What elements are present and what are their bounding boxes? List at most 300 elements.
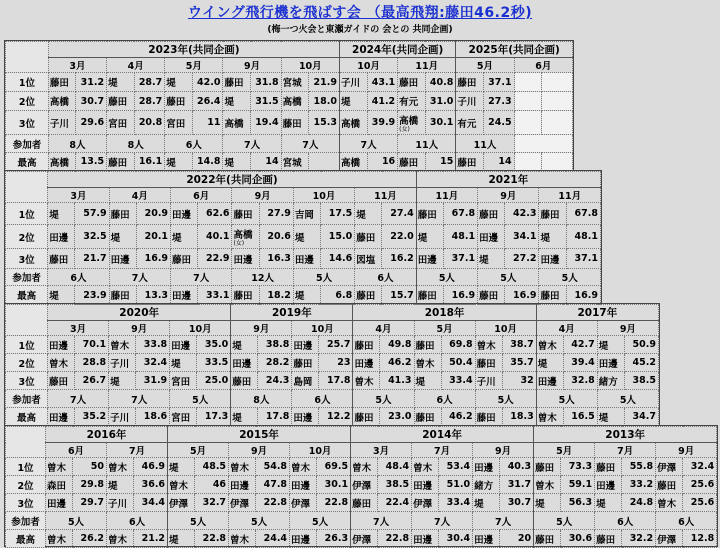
time-cell: 38.7 [502, 336, 536, 354]
time-cell: 53.4 [439, 458, 473, 476]
name-cell: 堤 [223, 153, 251, 171]
participants-cell: 5人 [293, 269, 354, 286]
name-cell: 曽木 [229, 458, 256, 476]
time-cell: 38.5 [378, 476, 412, 494]
time-cell: 31.0 [425, 92, 456, 111]
time-cell: 73.3 [561, 458, 595, 476]
name-cell [514, 111, 542, 135]
rank-label: 3位 [6, 249, 48, 269]
month-header: 11月 [416, 188, 477, 203]
participants-cell: 7人 [281, 135, 339, 153]
time-cell: 16.9 [443, 286, 477, 305]
name-cell: 田邊 [48, 336, 75, 354]
time-cell: 11 [192, 111, 223, 135]
time-cell: 18.3 [502, 408, 536, 426]
time-cell: 56.3 [561, 494, 595, 512]
time-cell: 34.1 [505, 225, 539, 249]
participants-cell: 7人 [171, 269, 232, 286]
month-header: 10月 [339, 58, 397, 73]
time-cell: 34.4 [134, 494, 168, 512]
name-cell: 藤田 [595, 530, 622, 548]
name-cell: 堤 [109, 225, 136, 249]
name-cell: 田邊 [48, 225, 75, 249]
time-cell: 38.8 [258, 336, 292, 354]
time-cell: 18.6 [136, 408, 170, 426]
name-cell [398, 111, 426, 135]
time-cell: 67.8 [443, 203, 477, 225]
name-cell: 堤 [48, 203, 75, 225]
time-cell: 26.4 [192, 92, 223, 111]
time-cell: 46.2 [380, 354, 414, 372]
name-cell: 宮田 [170, 408, 197, 426]
name-cell: 田邊 [416, 249, 443, 269]
name-text: 高橋 [233, 229, 253, 241]
name-cell: 田邊 [536, 372, 563, 390]
time-cell: 20 [500, 530, 534, 548]
time-cell: 6.8 [321, 286, 355, 305]
time-cell: 40.3 [500, 458, 534, 476]
name-cell: 高橋 [281, 92, 309, 111]
name-cell: 堤 [48, 286, 75, 305]
name-cell: 曽木 [536, 336, 563, 354]
time-cell: 41.3 [380, 372, 414, 390]
time-cell: 25.7 [319, 336, 353, 354]
year-header: 2018年 [353, 305, 536, 321]
time-cell: 33.4 [439, 494, 473, 512]
name-cell: 曽木 [351, 458, 378, 476]
time-cell: 33.4 [441, 372, 475, 390]
month-header: 11月 [539, 188, 601, 203]
time-cell: 22.8 [317, 494, 351, 512]
name-cell: 藤田 [171, 249, 198, 269]
participants-cell: 6人 [414, 390, 475, 408]
time-cell: 59.1 [561, 476, 595, 494]
name-cell: 宮田 [165, 111, 193, 135]
name-cell: 曽木 [656, 494, 683, 512]
name-cell: 藤田 [351, 494, 378, 512]
time-cell: 16.9 [505, 286, 539, 305]
participants-cell: 7人 [351, 512, 412, 530]
time-cell: 50.4 [441, 354, 475, 372]
name-cell: 田邊 [171, 203, 198, 225]
name-cell: 曽木 [109, 336, 136, 354]
participants-cell: 12人 [232, 269, 293, 286]
participants-cell: 6人 [292, 390, 353, 408]
name-cell: 子川 [109, 354, 136, 372]
participants-cell: 6人 [165, 135, 223, 153]
time-cell: 33.1 [198, 286, 232, 305]
name-cell: 藤田 [48, 372, 75, 390]
time-cell: 17.8 [258, 408, 292, 426]
time-cell: 32.4 [136, 354, 170, 372]
participants-cell: 5人 [290, 512, 351, 530]
time-cell: 30.7 [500, 494, 534, 512]
year-header: 2017年 [536, 305, 658, 321]
time-cell: 34.7 [624, 408, 658, 426]
time-cell: 26.2 [73, 530, 107, 548]
name-cell: 藤田 [231, 372, 258, 390]
table-row [6, 286, 601, 305]
time-cell: 12.2 [319, 408, 353, 426]
name-cell: 藤田 [456, 73, 484, 92]
table-row [6, 494, 717, 512]
name-cell: 伊澤 [168, 494, 195, 512]
time-cell: 48.4 [378, 458, 412, 476]
time-cell [542, 73, 573, 92]
time-cell: 26.7 [75, 372, 109, 390]
year-header: 2023年(共同企画) [48, 42, 339, 58]
month-header: 5月 [165, 58, 223, 73]
year-header: 2020年 [48, 305, 231, 321]
month-header: 5月 [168, 443, 229, 458]
time-cell: 32.7 [195, 494, 229, 512]
time-cell: 50.9 [624, 336, 658, 354]
name-cell: 藤田 [355, 286, 382, 305]
name-cell: 堤 [355, 203, 382, 225]
name-cell: 田邊 [170, 336, 197, 354]
name-cell: 宮田 [170, 372, 197, 390]
name-cell: 曽木 [107, 458, 134, 476]
name-cell: 宮城 [281, 153, 309, 171]
time-cell: 45.2 [624, 354, 658, 372]
rank-label: 3位 [6, 494, 46, 512]
month-header: 10月 [281, 58, 339, 73]
name-cell: 伊澤 [656, 458, 683, 476]
name-cell: 田邊 [290, 476, 317, 494]
time-cell: 15 [425, 153, 456, 171]
participants-cell: 8人 [231, 390, 292, 408]
time-cell: 27.3 [483, 92, 514, 111]
month-header: 3月 [48, 58, 106, 73]
best-label: 最高 [6, 153, 49, 171]
time-cell: 16 [367, 153, 398, 171]
name-cell: 堤 [339, 92, 367, 111]
time-cell: 22.8 [378, 530, 412, 548]
participants-cell [514, 135, 572, 153]
year-header: 2014年 [351, 427, 534, 443]
time-cell: 20.1 [136, 225, 170, 249]
time-cell: 42.7 [563, 336, 597, 354]
time-cell: 17.5 [321, 203, 355, 225]
year-header: 2025年(共同企画) [456, 42, 573, 58]
name-cell: 堤 [478, 249, 505, 269]
month-header: 11月 [398, 58, 456, 73]
name-cell: 田邊 [473, 530, 500, 548]
time-cell: 24.3 [258, 372, 292, 390]
participants-cell: 11人 [456, 135, 514, 153]
table-row [6, 530, 717, 548]
time-cell: 48.1 [566, 225, 600, 249]
participants-cell: 5人 [168, 512, 229, 530]
time-cell: 46.2 [441, 408, 475, 426]
name-cell: 藤田 [292, 354, 319, 372]
name-cell: 田邊 [48, 408, 75, 426]
time-cell: 39.4 [563, 354, 597, 372]
participants-cell: 7人 [473, 512, 534, 530]
month-header: 4月 [353, 321, 414, 336]
time-cell: 30.7 [76, 92, 107, 111]
participants-cell: 5人 [170, 390, 231, 408]
time-cell: 16.9 [136, 249, 170, 269]
rank-label: 3位 [6, 111, 49, 135]
name-cell [514, 73, 542, 92]
participants-cell: 8人 [107, 135, 165, 153]
month-header: 4月 [107, 58, 165, 73]
name-cell: 堤 [597, 408, 624, 426]
name-cell: 宮城 [281, 73, 309, 92]
name-cell: 曽木 [536, 408, 563, 426]
month-header: 9月 [231, 321, 292, 336]
name-cell: 高橋 [223, 111, 251, 135]
name-cell: 堤 [168, 458, 195, 476]
time-cell: 43.1 [367, 73, 398, 92]
time-cell: 21.7 [75, 249, 109, 269]
name-cell: 吉岡 [293, 203, 320, 225]
name-cell: 藤田 [109, 286, 136, 305]
month-header: 7月 [107, 443, 168, 458]
year-header: 2016年 [46, 427, 168, 443]
name-cell: 伊澤 [229, 494, 256, 512]
name-cell: 堤 [165, 73, 193, 92]
time-cell: 13.3 [136, 286, 170, 305]
time-cell: 31.7 [500, 476, 534, 494]
name-cell: 藤田 [656, 476, 683, 494]
table-row [6, 73, 573, 92]
name-cell: 田邊 [412, 476, 439, 494]
time-cell: 55.8 [622, 458, 656, 476]
participants-cell: 6人 [656, 512, 717, 530]
time-cell: 18.2 [259, 286, 293, 305]
time-cell: 22.8 [256, 494, 290, 512]
month-header: 10月 [475, 321, 536, 336]
rank-label: 2位 [6, 354, 48, 372]
table-2013-2016 [4, 425, 718, 547]
time-cell: 37.1 [483, 73, 514, 92]
name-cell: 田邊 [595, 476, 622, 494]
month-header: 3月 [351, 443, 412, 458]
month-header: 6月 [46, 443, 107, 458]
name-cell: 曽木 [534, 476, 561, 494]
month-header: 3月 [48, 188, 109, 203]
time-cell: 25.0 [197, 372, 231, 390]
month-header: 6月 [171, 188, 232, 203]
time-cell: 20.8 [134, 111, 165, 135]
time-cell: 14 [251, 153, 282, 171]
name-cell [514, 92, 542, 111]
time-cell: 32 [502, 372, 536, 390]
name-cell: 藤田 [456, 153, 484, 171]
participants-cell: 7人 [223, 135, 281, 153]
name-cell: 森田 [46, 476, 73, 494]
time-cell [542, 111, 573, 135]
year-header: 2019年 [231, 305, 353, 321]
name-cell: 子川 [109, 408, 136, 426]
name-cell: 藤田 [539, 286, 566, 305]
time-cell: 30.6 [561, 530, 595, 548]
time-cell: 16.9 [566, 286, 600, 305]
name-cell: 田邊 [229, 476, 256, 494]
name-cell [232, 225, 259, 249]
time-cell: 70.1 [75, 336, 109, 354]
time-cell: 26.3 [317, 530, 351, 548]
name-cell: 堤 [473, 494, 500, 512]
name-cell: 藤田 [48, 73, 76, 92]
time-cell: 29.6 [76, 111, 107, 135]
rank-label: 2位 [6, 476, 46, 494]
table-row [6, 390, 659, 408]
time-cell: 38.5 [624, 372, 658, 390]
name-text: 高橋 [399, 115, 419, 127]
name-cell: 藤田 [414, 336, 441, 354]
name-cell: 曽木 [353, 372, 380, 390]
participants-label: 参加者 [6, 512, 46, 530]
name-cell: 田邊 [171, 286, 198, 305]
month-header: 9月 [223, 58, 281, 73]
time-cell: 13.5 [76, 153, 107, 171]
corner-cell [6, 172, 48, 203]
time-cell: 22.4 [378, 494, 412, 512]
participants-cell: 6人 [107, 512, 168, 530]
name-cell: 藤田 [107, 153, 135, 171]
name-cell: 田邊 [109, 249, 136, 269]
time-cell: 67.8 [566, 203, 600, 225]
name-cell: 堤 [109, 372, 136, 390]
year-header: 2013年 [534, 427, 717, 443]
time-cell [542, 92, 573, 111]
gender-note: (女) [399, 125, 410, 133]
participants-cell: 5人 [539, 269, 601, 286]
month-header: 5月 [534, 443, 595, 458]
time-cell: 28.2 [258, 354, 292, 372]
name-cell: 高橋 [339, 111, 367, 135]
participants-cell: 7人 [339, 135, 397, 153]
name-cell: 子川 [339, 73, 367, 92]
name-cell: 曽木 [46, 458, 73, 476]
name-cell: 藤田 [223, 73, 251, 92]
name-cell: 曽木 [168, 476, 195, 494]
participants-label: 参加者 [6, 390, 48, 408]
table-row [6, 111, 573, 135]
name-cell: 堤 [165, 153, 193, 171]
name-cell: 高橋 [48, 153, 76, 171]
time-cell: 16.3 [259, 249, 293, 269]
name-cell: 伊澤 [351, 476, 378, 494]
name-cell: 藤田 [595, 458, 622, 476]
page-title: ウイング飛行機を飛ばす会 （最高飛翔:藤田46.2秒) [187, 5, 533, 21]
time-cell: 27.2 [505, 249, 539, 269]
name-cell: 藤田 [478, 286, 505, 305]
time-cell: 48.1 [443, 225, 477, 249]
name-cell: 田邊 [292, 408, 319, 426]
name-cell: 堤 [223, 92, 251, 111]
time-cell: 69.8 [441, 336, 475, 354]
name-cell: 堤 [231, 408, 258, 426]
time-cell: 50 [73, 458, 107, 476]
time-cell: 31.2 [76, 73, 107, 92]
time-cell: 28.7 [134, 92, 165, 111]
month-header: 10月 [292, 321, 353, 336]
time-cell: 18.0 [309, 92, 340, 111]
time-cell: 32.8 [563, 372, 597, 390]
name-cell: 田邊 [478, 225, 505, 249]
month-header: 9月 [229, 443, 290, 458]
year-header: 2024年(共同企画) [339, 42, 455, 58]
name-cell: 田邊 [597, 354, 624, 372]
participants-cell: 6人 [355, 269, 416, 286]
time-cell: 37.1 [443, 249, 477, 269]
time-cell: 42.3 [505, 203, 539, 225]
corner-cell [6, 42, 49, 73]
time-cell: 30.1 [425, 111, 456, 135]
participants-cell: 5人 [597, 390, 658, 408]
time-cell: 17.8 [319, 372, 353, 390]
name-cell: 藤田 [165, 92, 193, 111]
table-row [6, 269, 601, 286]
participants-cell: 7人 [109, 390, 170, 408]
name-cell: 藤田 [109, 203, 136, 225]
name-cell: 藤田 [534, 458, 561, 476]
time-cell: 24.4 [256, 530, 290, 548]
name-cell: 堤 [416, 225, 443, 249]
participants-cell: 7人 [412, 512, 473, 530]
table-row [6, 92, 573, 111]
time-cell: 12.8 [683, 530, 717, 548]
table-row [6, 153, 573, 171]
table-row [6, 135, 573, 153]
time-cell: 46.9 [134, 458, 168, 476]
year-header: 2015年 [168, 427, 351, 443]
time-cell: 41.2 [367, 92, 398, 111]
time-cell: 14 [483, 153, 514, 171]
name-cell: 堤 [414, 372, 441, 390]
name-cell: 曽木 [412, 458, 439, 476]
name-cell: 藤田 [539, 203, 566, 225]
participants-cell: 5人 [416, 269, 477, 286]
time-cell: 23.9 [75, 286, 109, 305]
participants-label: 参加者 [6, 135, 49, 153]
name-cell: 島岡 [292, 372, 319, 390]
name-cell [514, 153, 542, 171]
month-header: 5月 [456, 58, 514, 73]
month-header: 4月 [109, 188, 170, 203]
time-cell: 24.8 [622, 494, 656, 512]
name-cell: 堤 [293, 286, 320, 305]
participants-cell: 5人 [46, 512, 107, 530]
time-cell: 15.3 [309, 111, 340, 135]
name-cell: 藤田 [232, 203, 259, 225]
time-cell: 47.8 [256, 476, 290, 494]
time-cell: 33.5 [197, 354, 231, 372]
table-2017-2020 [4, 303, 660, 426]
rank-label: 1位 [6, 336, 48, 354]
time-cell: 36.6 [134, 476, 168, 494]
month-header: 10月 [170, 321, 231, 336]
time-cell: 20.9 [136, 203, 170, 225]
name-cell: 堤 [536, 354, 563, 372]
name-cell: 藤田 [281, 111, 309, 135]
time-cell: 21.9 [309, 73, 340, 92]
time-cell: 54.8 [256, 458, 290, 476]
time-cell: 62.6 [198, 203, 232, 225]
name-cell: 藤田 [416, 203, 443, 225]
participants-cell: 8人 [48, 135, 106, 153]
name-cell: 伊澤 [412, 494, 439, 512]
time-cell: 32.5 [75, 225, 109, 249]
participants-cell: 5人 [534, 512, 595, 530]
name-cell: 田邊 [353, 354, 380, 372]
name-cell: 堤 [534, 494, 561, 512]
name-cell: 藤田 [534, 530, 561, 548]
